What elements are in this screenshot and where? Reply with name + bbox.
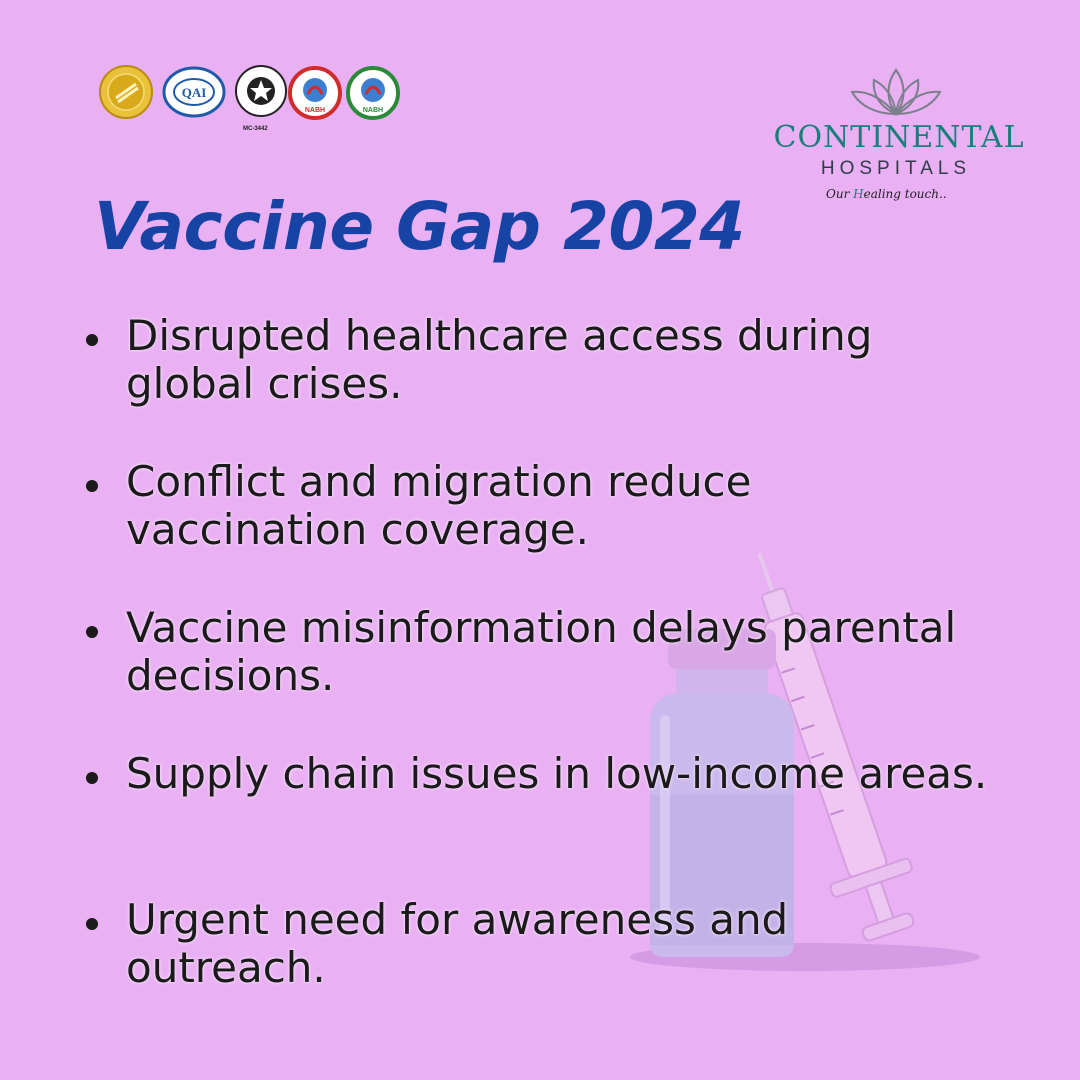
hospital-logo: [766, 64, 1026, 214]
list-item: Vaccine misinformation delays parental decisions.: [80, 604, 1000, 750]
tagline-prefix: Our: [826, 187, 854, 201]
lotus-icon: [846, 66, 946, 118]
nabh-badge-icon: [288, 66, 342, 120]
tagline-suffix: ealing touch..: [863, 187, 947, 201]
certification-number: MC-3442: [243, 126, 268, 132]
list-item: Urgent need for awareness and outreach.: [80, 896, 1000, 1042]
svg-text:NABH: NABH: [362, 107, 384, 114]
list-item: Conflict and migration reduce vaccination coverage.: [80, 458, 1000, 604]
list-item: Disrupted healthcare access during global crises.: [80, 312, 1000, 458]
accreditation-badges: [98, 64, 403, 134]
brand-subtitle: HOSPITALS: [820, 158, 972, 179]
nabh-badge-icon: [346, 66, 400, 120]
brand-name: CONTINENTAL: [773, 120, 1025, 155]
tagline-highlight: H: [853, 187, 864, 201]
qai-badge-icon: [162, 66, 226, 118]
nabl-seal-icon: [234, 64, 288, 124]
vaccine-gap-points: [80, 312, 1000, 1042]
svg-text:NABH: NABH: [304, 107, 326, 114]
jci-seal-icon: [98, 64, 154, 120]
brand-tagline: [826, 187, 976, 201]
svg-text:QAI: QAI: [181, 85, 207, 100]
list-item: Supply chain issues in low-income areas.: [80, 750, 1000, 896]
page-title: Vaccine Gap 2024: [94, 188, 745, 265]
